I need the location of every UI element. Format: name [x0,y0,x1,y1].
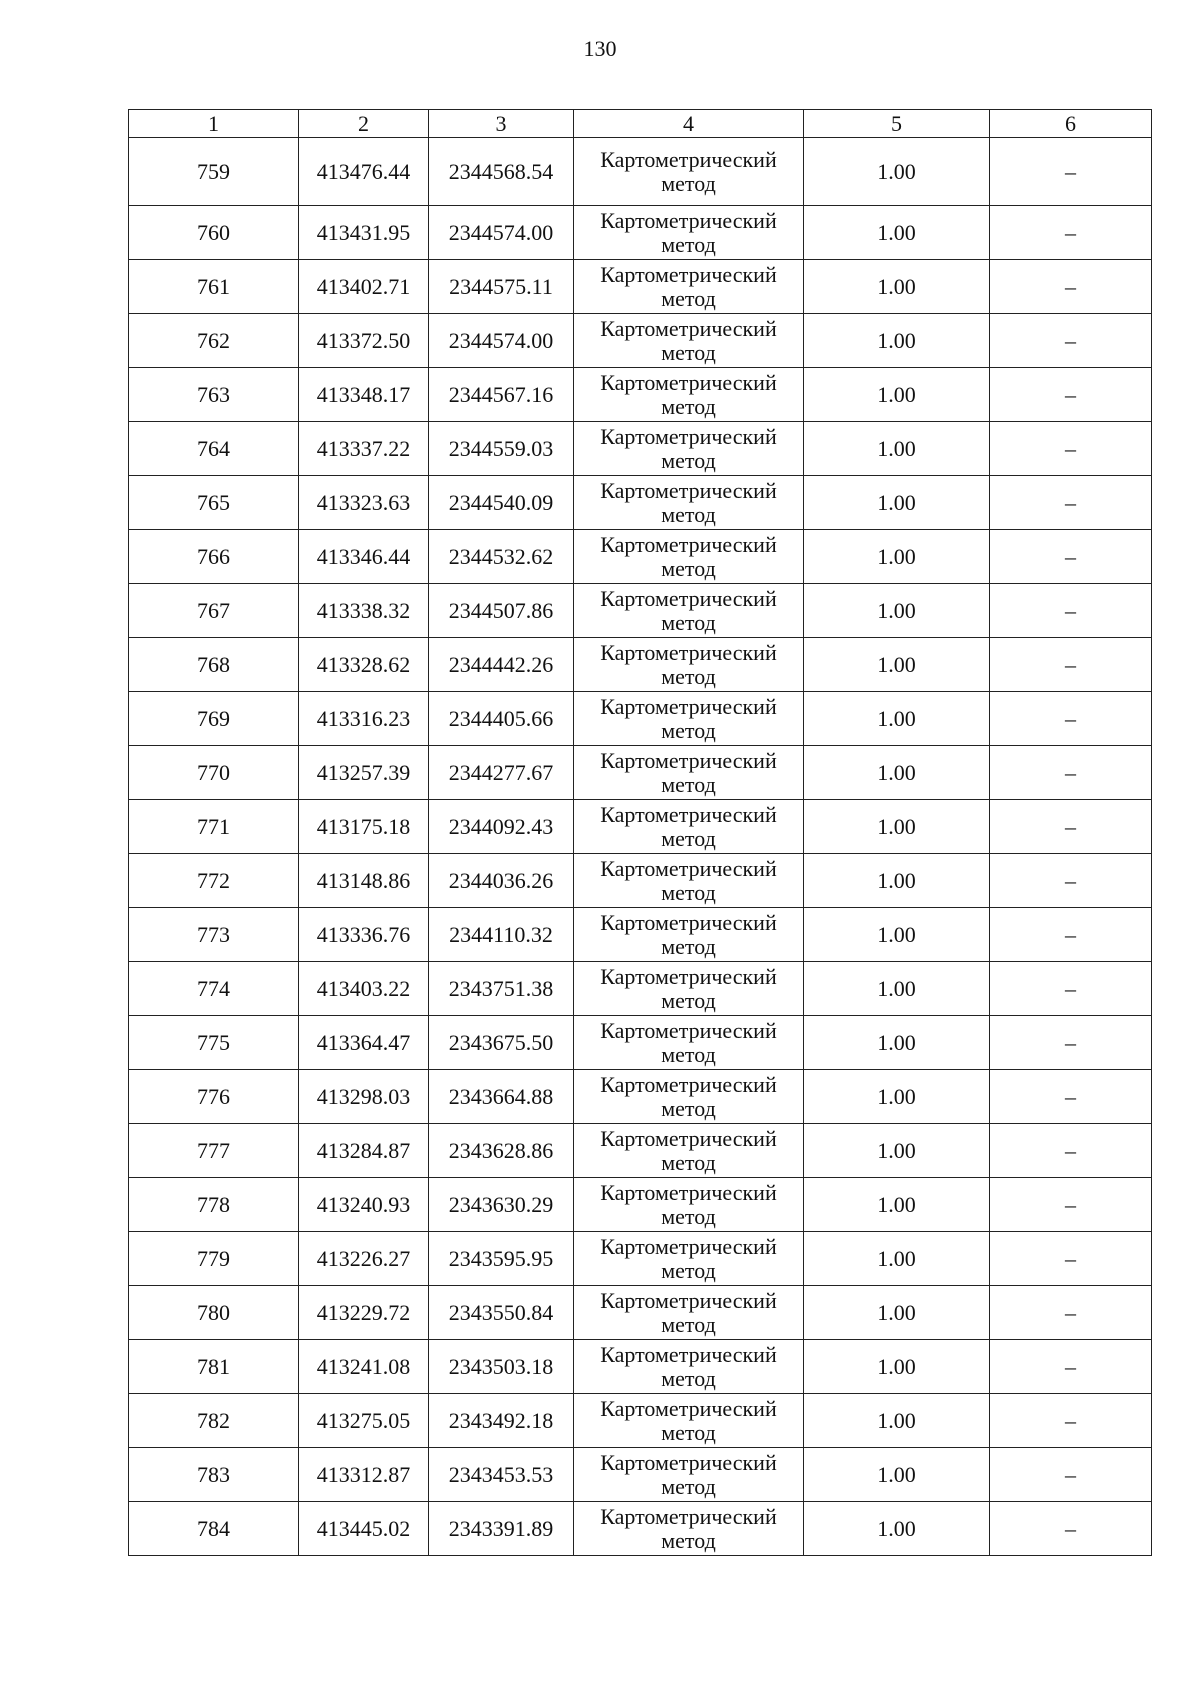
table-header-row [129,110,1152,138]
note-cell: – [990,854,1152,908]
accuracy-cell: 1.00 [804,1016,990,1070]
table-row [129,638,1152,692]
column-header-3: 3 [429,110,574,138]
y-coordinate-cell: 2344575.11 [429,260,574,314]
accuracy-cell: 1.00 [804,800,990,854]
method-cell: Картометрический метод [574,476,804,530]
table-row [129,908,1152,962]
method-cell: Картометрический метод [574,1232,804,1286]
table-row [129,1448,1152,1502]
x-coordinate-cell: 413241.08 [299,1340,429,1394]
note-cell: – [990,368,1152,422]
point-number-cell: 782 [129,1394,299,1448]
y-coordinate-cell: 2344568.54 [429,138,574,206]
point-number-cell: 776 [129,1070,299,1124]
note-cell: – [990,638,1152,692]
column-header-6: 6 [990,110,1152,138]
accuracy-cell: 1.00 [804,1502,990,1556]
point-number-cell: 771 [129,800,299,854]
accuracy-cell: 1.00 [804,314,990,368]
x-coordinate-cell: 413229.72 [299,1286,429,1340]
table-row [129,260,1152,314]
method-cell: Картометрический метод [574,1448,804,1502]
note-cell: – [990,692,1152,746]
y-coordinate-cell: 2343550.84 [429,1286,574,1340]
method-cell: Картометрический метод [574,638,804,692]
y-coordinate-cell: 2343630.29 [429,1178,574,1232]
point-number-cell: 770 [129,746,299,800]
point-number-cell: 765 [129,476,299,530]
point-number-cell: 769 [129,692,299,746]
accuracy-cell: 1.00 [804,476,990,530]
table-row [129,368,1152,422]
point-number-cell: 759 [129,138,299,206]
y-coordinate-cell: 2344507.86 [429,584,574,638]
method-cell: Картометрический метод [574,1070,804,1124]
point-number-cell: 781 [129,1340,299,1394]
point-number-cell: 780 [129,1286,299,1340]
note-cell: – [990,1070,1152,1124]
y-coordinate-cell: 2344405.66 [429,692,574,746]
table-row [129,1340,1152,1394]
x-coordinate-cell: 413338.32 [299,584,429,638]
x-coordinate-cell: 413476.44 [299,138,429,206]
point-number-cell: 761 [129,260,299,314]
table-row [129,206,1152,260]
point-number-cell: 767 [129,584,299,638]
table-row [129,800,1152,854]
y-coordinate-cell: 2343453.53 [429,1448,574,1502]
y-coordinate-cell: 2344277.67 [429,746,574,800]
y-coordinate-cell: 2344036.26 [429,854,574,908]
accuracy-cell: 1.00 [804,908,990,962]
x-coordinate-cell: 413298.03 [299,1070,429,1124]
x-coordinate-cell: 413316.23 [299,692,429,746]
point-number-cell: 764 [129,422,299,476]
note-cell: – [990,746,1152,800]
note-cell: – [990,584,1152,638]
method-cell: Картометрический метод [574,692,804,746]
accuracy-cell: 1.00 [804,260,990,314]
table-row [129,1070,1152,1124]
note-cell: – [990,1124,1152,1178]
table-row [129,746,1152,800]
x-coordinate-cell: 413403.22 [299,962,429,1016]
accuracy-cell: 1.00 [804,422,990,476]
x-coordinate-cell: 413175.18 [299,800,429,854]
method-cell: Картометрический метод [574,138,804,206]
point-number-cell: 779 [129,1232,299,1286]
table-row [129,476,1152,530]
x-coordinate-cell: 413323.63 [299,476,429,530]
column-header-2: 2 [299,110,429,138]
x-coordinate-cell: 413148.86 [299,854,429,908]
y-coordinate-cell: 2344532.62 [429,530,574,584]
y-coordinate-cell: 2344092.43 [429,800,574,854]
method-cell: Картометрический метод [574,422,804,476]
note-cell: – [990,422,1152,476]
method-cell: Картометрический метод [574,1286,804,1340]
method-cell: Картометрический метод [574,314,804,368]
table-row [129,1502,1152,1556]
accuracy-cell: 1.00 [804,1286,990,1340]
point-number-cell: 777 [129,1124,299,1178]
x-coordinate-cell: 413312.87 [299,1448,429,1502]
point-number-cell: 768 [129,638,299,692]
accuracy-cell: 1.00 [804,746,990,800]
note-cell: – [990,962,1152,1016]
x-coordinate-cell: 413275.05 [299,1394,429,1448]
point-number-cell: 762 [129,314,299,368]
x-coordinate-cell: 413336.76 [299,908,429,962]
method-cell: Картометрический метод [574,1502,804,1556]
y-coordinate-cell: 2343391.89 [429,1502,574,1556]
note-cell: – [990,1448,1152,1502]
y-coordinate-cell: 2343595.95 [429,1232,574,1286]
y-coordinate-cell: 2343492.18 [429,1394,574,1448]
table-row [129,314,1152,368]
note-cell: – [990,138,1152,206]
table-row [129,138,1152,206]
x-coordinate-cell: 413364.47 [299,1016,429,1070]
x-coordinate-cell: 413240.93 [299,1178,429,1232]
method-cell: Картометрический метод [574,1178,804,1232]
table-row [129,1286,1152,1340]
method-cell: Картометрический метод [574,584,804,638]
method-cell: Картометрический метод [574,1124,804,1178]
accuracy-cell: 1.00 [804,1232,990,1286]
method-cell: Картометрический метод [574,368,804,422]
x-coordinate-cell: 413431.95 [299,206,429,260]
y-coordinate-cell: 2344559.03 [429,422,574,476]
x-coordinate-cell: 413328.62 [299,638,429,692]
y-coordinate-cell: 2344567.16 [429,368,574,422]
x-coordinate-cell: 413346.44 [299,530,429,584]
y-coordinate-cell: 2344442.26 [429,638,574,692]
table-row [129,1394,1152,1448]
y-coordinate-cell: 2343664.88 [429,1070,574,1124]
point-number-cell: 763 [129,368,299,422]
y-coordinate-cell: 2343751.38 [429,962,574,1016]
table-row [129,962,1152,1016]
table-row [129,1232,1152,1286]
table-row [129,1016,1152,1070]
page-number: 130 [583,36,617,61]
accuracy-cell: 1.00 [804,854,990,908]
accuracy-cell: 1.00 [804,1394,990,1448]
note-cell: – [990,206,1152,260]
x-coordinate-cell: 413372.50 [299,314,429,368]
x-coordinate-cell: 413257.39 [299,746,429,800]
point-number-cell: 760 [129,206,299,260]
point-number-cell: 766 [129,530,299,584]
column-header-5: 5 [804,110,990,138]
accuracy-cell: 1.00 [804,962,990,1016]
note-cell: – [990,1394,1152,1448]
x-coordinate-cell: 413445.02 [299,1502,429,1556]
y-coordinate-cell: 2344540.09 [429,476,574,530]
method-cell: Картометрический метод [574,530,804,584]
x-coordinate-cell: 413226.27 [299,1232,429,1286]
note-cell: – [990,1178,1152,1232]
point-number-cell: 774 [129,962,299,1016]
point-number-cell: 772 [129,854,299,908]
note-cell: – [990,260,1152,314]
y-coordinate-cell: 2343503.18 [429,1340,574,1394]
point-number-cell: 778 [129,1178,299,1232]
note-cell: – [990,1286,1152,1340]
point-number-cell: 784 [129,1502,299,1556]
method-cell: Картометрический метод [574,746,804,800]
table-row [129,1178,1152,1232]
x-coordinate-cell: 413402.71 [299,260,429,314]
note-cell: – [990,908,1152,962]
method-cell: Картометрический метод [574,854,804,908]
accuracy-cell: 1.00 [804,1070,990,1124]
y-coordinate-cell: 2344574.00 [429,314,574,368]
x-coordinate-cell: 413348.17 [299,368,429,422]
table-row [129,530,1152,584]
accuracy-cell: 1.00 [804,638,990,692]
table-row [129,422,1152,476]
method-cell: Картометрический метод [574,1394,804,1448]
coordinates-table [128,109,1152,1556]
method-cell: Картометрический метод [574,206,804,260]
method-cell: Картометрический метод [574,260,804,314]
note-cell: – [990,476,1152,530]
table-body [129,138,1152,1556]
method-cell: Картометрический метод [574,1340,804,1394]
point-number-cell: 775 [129,1016,299,1070]
y-coordinate-cell: 2343628.86 [429,1124,574,1178]
table-row [129,584,1152,638]
accuracy-cell: 1.00 [804,1340,990,1394]
accuracy-cell: 1.00 [804,1124,990,1178]
accuracy-cell: 1.00 [804,530,990,584]
accuracy-cell: 1.00 [804,1448,990,1502]
table-row [129,854,1152,908]
method-cell: Картометрический метод [574,962,804,1016]
note-cell: – [990,800,1152,854]
x-coordinate-cell: 413284.87 [299,1124,429,1178]
method-cell: Картометрический метод [574,908,804,962]
accuracy-cell: 1.00 [804,368,990,422]
table-row [129,692,1152,746]
note-cell: – [990,1232,1152,1286]
accuracy-cell: 1.00 [804,1178,990,1232]
note-cell: – [990,1016,1152,1070]
x-coordinate-cell: 413337.22 [299,422,429,476]
method-cell: Картометрический метод [574,1016,804,1070]
table-row [129,1124,1152,1178]
accuracy-cell: 1.00 [804,692,990,746]
accuracy-cell: 1.00 [804,584,990,638]
note-cell: – [990,1502,1152,1556]
column-header-1: 1 [129,110,299,138]
column-header-4: 4 [574,110,804,138]
note-cell: – [990,1340,1152,1394]
note-cell: – [990,530,1152,584]
point-number-cell: 773 [129,908,299,962]
y-coordinate-cell: 2344110.32 [429,908,574,962]
point-number-cell: 783 [129,1448,299,1502]
accuracy-cell: 1.00 [804,206,990,260]
note-cell: – [990,314,1152,368]
method-cell: Картометрический метод [574,800,804,854]
y-coordinate-cell: 2343675.50 [429,1016,574,1070]
y-coordinate-cell: 2344574.00 [429,206,574,260]
accuracy-cell: 1.00 [804,138,990,206]
